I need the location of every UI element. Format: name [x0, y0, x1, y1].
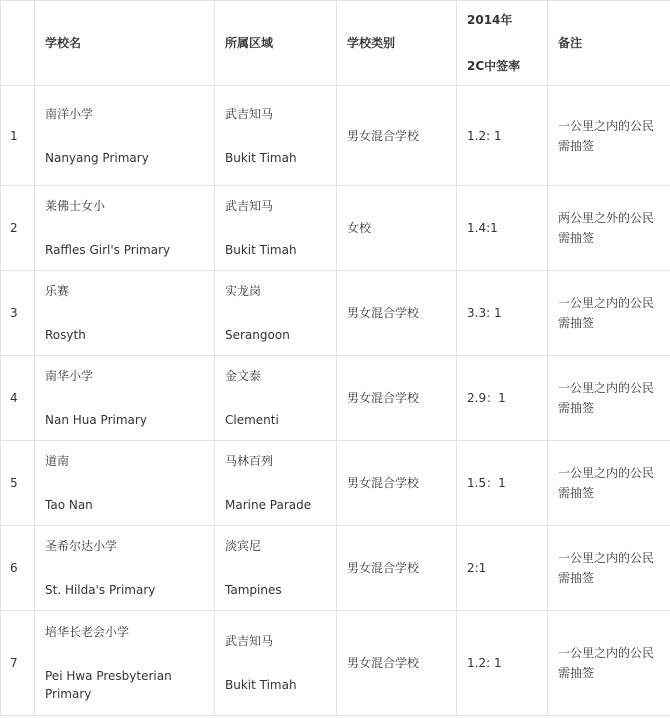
area-cell — [215, 526, 337, 611]
school-name-cn: 莱佛士女小 — [45, 199, 106, 213]
school-name-en: Nan Hua Primary — [45, 413, 147, 427]
school-type: 男女混合学校 — [337, 356, 457, 441]
school-name-en: St. Hilda's Primary — [45, 583, 156, 597]
row-number: 1 — [1, 86, 35, 186]
ratio: 2:1 — [457, 526, 548, 611]
area-cn: 淡宾尼 — [225, 539, 262, 553]
school-type: 男女混合学校 — [337, 526, 457, 611]
school-name-en: Tao Nan — [45, 498, 93, 512]
row-number: 6 — [1, 526, 35, 611]
school-name-cell — [35, 441, 215, 526]
area-cn: 武吉知马 — [225, 106, 274, 121]
note: 一公里之内的公民需抽签 — [548, 271, 670, 356]
school-type: 男女混合学校 — [337, 271, 457, 356]
header-area: 所属区域 — [215, 1, 337, 86]
area-cn: 金文泰 — [225, 369, 262, 383]
school-name-cn: 圣希尔达小学 — [45, 539, 118, 553]
table-row — [1, 356, 670, 441]
ratio: 3.3: 1 — [457, 271, 548, 356]
ratio: 1.2: 1 — [457, 86, 548, 186]
school-name-cn: 南华小学 — [45, 369, 94, 383]
header-school-name: 学校名 — [35, 1, 215, 86]
table-row — [1, 186, 670, 271]
school-name-cn: 培华长老会小学 — [45, 625, 130, 639]
area-cell — [215, 271, 337, 356]
school-type: 男女混合学校 — [337, 611, 457, 716]
note: 两公里之外的公民需抽签 — [548, 186, 670, 271]
school-type: 女校 — [337, 186, 457, 271]
header-num — [1, 1, 35, 86]
school-name-cell — [35, 86, 215, 186]
school-name-cell — [35, 271, 215, 356]
ratio: 1.4:1 — [457, 186, 548, 271]
header-note: 备注 — [548, 1, 670, 86]
row-number: 4 — [1, 356, 35, 441]
area-cn: 马林百列 — [225, 454, 274, 468]
note: 一公里之内的公民需抽签 — [548, 441, 670, 526]
row-number: 2 — [1, 186, 35, 271]
area-en: Tampines — [225, 583, 282, 597]
ratio: 1.2: 1 — [457, 611, 548, 716]
area-cell — [215, 441, 337, 526]
header-ratio-year: 2014年 — [467, 13, 513, 27]
table-row — [1, 611, 670, 716]
area-en: Bukit Timah — [225, 678, 297, 692]
school-name-cell — [35, 526, 215, 611]
area-cn: 武吉知马 — [225, 634, 274, 648]
school-name-cell — [35, 356, 215, 441]
ratio: 1.5：1 — [457, 441, 548, 526]
row-number: 7 — [1, 611, 35, 716]
table-row — [1, 271, 670, 356]
area-cell — [215, 186, 337, 271]
note: 一公里之内的公民需抽签 — [548, 86, 670, 186]
school-name-en: Nanyang Primary — [45, 150, 149, 165]
note: 一公里之内的公民需抽签 — [548, 526, 670, 611]
area-cell — [215, 356, 337, 441]
school-name-en: Rosyth — [45, 328, 86, 342]
table-row — [1, 441, 670, 526]
school-type: 男女混合学校 — [337, 441, 457, 526]
school-name-cn: 乐赛 — [45, 284, 70, 298]
header-school-type: 学校类别 — [337, 1, 457, 86]
note: 一公里之内的公民需抽签 — [548, 356, 670, 441]
ratio: 2.9：1 — [457, 356, 548, 441]
school-name-cn: 南洋小学 — [45, 106, 94, 121]
school-name-en: Pei Hwa Presbyterian Primary — [45, 669, 172, 701]
area-cn: 武吉知马 — [225, 199, 274, 213]
school-name-cn: 道南 — [45, 454, 70, 468]
area-cn: 实龙岗 — [225, 284, 262, 298]
school-name-cell — [35, 611, 215, 716]
area-en: Serangoon — [225, 328, 290, 342]
area-cell — [215, 86, 337, 186]
area-cell — [215, 611, 337, 716]
area-en: Clementi — [225, 413, 279, 427]
table-row — [1, 86, 670, 186]
school-name-en: Raffles Girl's Primary — [45, 243, 171, 257]
area-en: Marine Parade — [225, 498, 312, 512]
header-ratio-label: 2C中签率 — [467, 59, 521, 73]
row-number: 3 — [1, 271, 35, 356]
table-header-row — [1, 1, 670, 86]
school-name-cell — [35, 186, 215, 271]
note: 一公里之内的公民需抽签 — [548, 611, 670, 716]
header-ratio — [457, 1, 548, 86]
area-en: Bukit Timah — [225, 150, 297, 165]
table-row — [1, 526, 670, 611]
area-en: Bukit Timah — [225, 243, 297, 257]
row-number: 5 — [1, 441, 35, 526]
school-type: 男女混合学校 — [337, 86, 457, 186]
